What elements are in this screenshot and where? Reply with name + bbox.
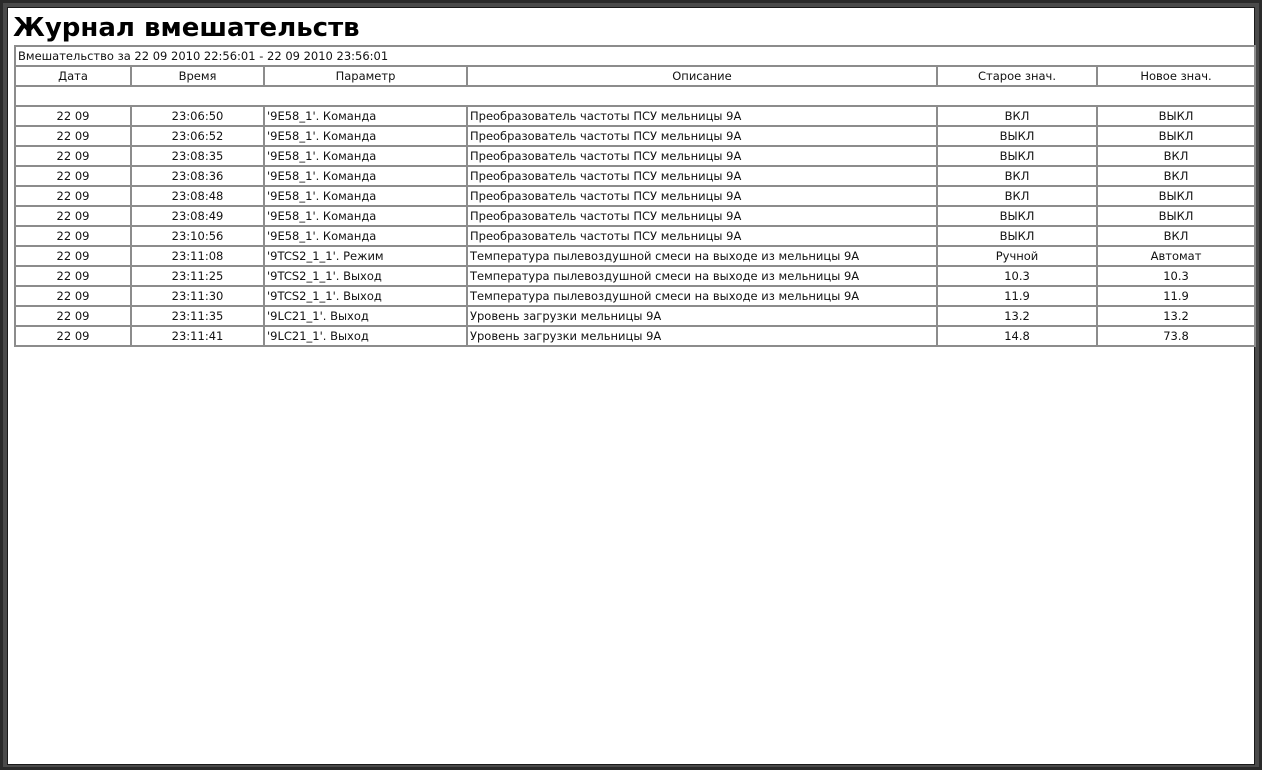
table-row	[15, 166, 1255, 186]
time-cell: 23:08:49	[131, 206, 264, 226]
column-header-old-value: Старое знач.	[937, 66, 1097, 86]
parameter-cell: '9E58_1'. Команда	[264, 226, 467, 246]
time-cell: 23:11:25	[131, 266, 264, 286]
old-value-cell: ВКЛ	[937, 106, 1097, 126]
parameter-cell: '9E58_1'. Команда	[264, 126, 467, 146]
column-header-description: Описание	[467, 66, 937, 86]
new-value-cell: 73.8	[1097, 326, 1255, 346]
intervention-log-table	[14, 45, 1256, 347]
table-row	[15, 326, 1255, 346]
date-cell: 22 09	[15, 306, 131, 326]
description-cell: Уровень загрузки мельницы 9А	[467, 326, 937, 346]
new-value-cell: Автомат	[1097, 246, 1255, 266]
description-cell: Уровень загрузки мельницы 9А	[467, 306, 937, 326]
table-row	[15, 286, 1255, 306]
description-cell: Температура пылевоздушной смеси на выходе из мельницы 9А	[467, 266, 937, 286]
period-row	[15, 46, 1255, 66]
old-value-cell: ВЫКЛ	[937, 226, 1097, 246]
new-value-cell: ВКЛ	[1097, 146, 1255, 166]
parameter-cell: '9TCS2_1_1'. Режим	[264, 246, 467, 266]
time-cell: 23:11:30	[131, 286, 264, 306]
column-header-time: Время	[131, 66, 264, 86]
time-cell: 23:06:52	[131, 126, 264, 146]
header-row	[15, 66, 1255, 86]
empty-row	[15, 86, 1255, 106]
description-cell: Температура пылевоздушной смеси на выходе из мельницы 9А	[467, 286, 937, 306]
description-cell: Преобразователь частоты ПСУ мельницы 9А	[467, 186, 937, 206]
date-cell: 22 09	[15, 186, 131, 206]
new-value-cell: ВКЛ	[1097, 166, 1255, 186]
date-cell: 22 09	[15, 126, 131, 146]
date-cell: 22 09	[15, 226, 131, 246]
table-row	[15, 306, 1255, 326]
time-cell: 23:08:35	[131, 146, 264, 166]
date-cell: 22 09	[15, 326, 131, 346]
date-cell: 22 09	[15, 286, 131, 306]
description-cell: Преобразователь частоты ПСУ мельницы 9А	[467, 166, 937, 186]
new-value-cell: ВЫКЛ	[1097, 186, 1255, 206]
new-value-cell: ВЫКЛ	[1097, 106, 1255, 126]
new-value-cell: 11.9	[1097, 286, 1255, 306]
report-page	[7, 7, 1255, 765]
table-row	[15, 246, 1255, 266]
date-cell: 22 09	[15, 146, 131, 166]
period-text: Вмешательство за 22 09 2010 22:56:01 - 22 09 2010 23:56:01	[15, 46, 1255, 66]
old-value-cell: ВКЛ	[937, 186, 1097, 206]
table-row	[15, 146, 1255, 166]
date-cell: 22 09	[15, 266, 131, 286]
parameter-cell: '9E58_1'. Команда	[264, 206, 467, 226]
description-cell: Преобразователь частоты ПСУ мельницы 9А	[467, 106, 937, 126]
old-value-cell: 13.2	[937, 306, 1097, 326]
old-value-cell: ВКЛ	[937, 166, 1097, 186]
old-value-cell: ВЫКЛ	[937, 126, 1097, 146]
column-header-parameter: Параметр	[264, 66, 467, 86]
parameter-cell: '9TCS2_1_1'. Выход	[264, 286, 467, 306]
date-cell: 22 09	[15, 106, 131, 126]
parameter-cell: '9E58_1'. Команда	[264, 146, 467, 166]
old-value-cell: 14.8	[937, 326, 1097, 346]
date-cell: 22 09	[15, 206, 131, 226]
old-value-cell: 11.9	[937, 286, 1097, 306]
description-cell: Преобразователь частоты ПСУ мельницы 9А	[467, 226, 937, 246]
parameter-cell: '9E58_1'. Команда	[264, 186, 467, 206]
page-title: Журнал вмешательств	[13, 13, 360, 43]
time-cell: 23:10:56	[131, 226, 264, 246]
table-row	[15, 186, 1255, 206]
time-cell: 23:11:08	[131, 246, 264, 266]
parameter-cell: '9TCS2_1_1'. Выход	[264, 266, 467, 286]
table-row	[15, 226, 1255, 246]
time-cell: 23:06:50	[131, 106, 264, 126]
parameter-cell: '9E58_1'. Команда	[264, 106, 467, 126]
description-cell: Преобразователь частоты ПСУ мельницы 9А	[467, 206, 937, 226]
parameter-cell: '9LC21_1'. Выход	[264, 326, 467, 346]
table-row	[15, 206, 1255, 226]
column-header-new-value: Новое знач.	[1097, 66, 1255, 86]
date-cell: 22 09	[15, 166, 131, 186]
old-value-cell: Ручной	[937, 246, 1097, 266]
old-value-cell: 10.3	[937, 266, 1097, 286]
table-row	[15, 266, 1255, 286]
time-cell: 23:11:35	[131, 306, 264, 326]
description-cell: Преобразователь частоты ПСУ мельницы 9А	[467, 146, 937, 166]
new-value-cell: ВЫКЛ	[1097, 206, 1255, 226]
new-value-cell: 13.2	[1097, 306, 1255, 326]
parameter-cell: '9E58_1'. Команда	[264, 166, 467, 186]
table-row	[15, 106, 1255, 126]
column-header-date: Дата	[15, 66, 131, 86]
time-cell: 23:11:41	[131, 326, 264, 346]
date-cell: 22 09	[15, 246, 131, 266]
table-row	[15, 126, 1255, 146]
time-cell: 23:08:48	[131, 186, 264, 206]
description-cell: Температура пылевоздушной смеси на выходе из мельницы 9А	[467, 246, 937, 266]
new-value-cell: ВКЛ	[1097, 226, 1255, 246]
empty-cell	[15, 86, 1255, 106]
old-value-cell: ВЫКЛ	[937, 146, 1097, 166]
parameter-cell: '9LC21_1'. Выход	[264, 306, 467, 326]
new-value-cell: 10.3	[1097, 266, 1255, 286]
new-value-cell: ВЫКЛ	[1097, 126, 1255, 146]
description-cell: Преобразователь частоты ПСУ мельницы 9А	[467, 126, 937, 146]
time-cell: 23:08:36	[131, 166, 264, 186]
old-value-cell: ВЫКЛ	[937, 206, 1097, 226]
